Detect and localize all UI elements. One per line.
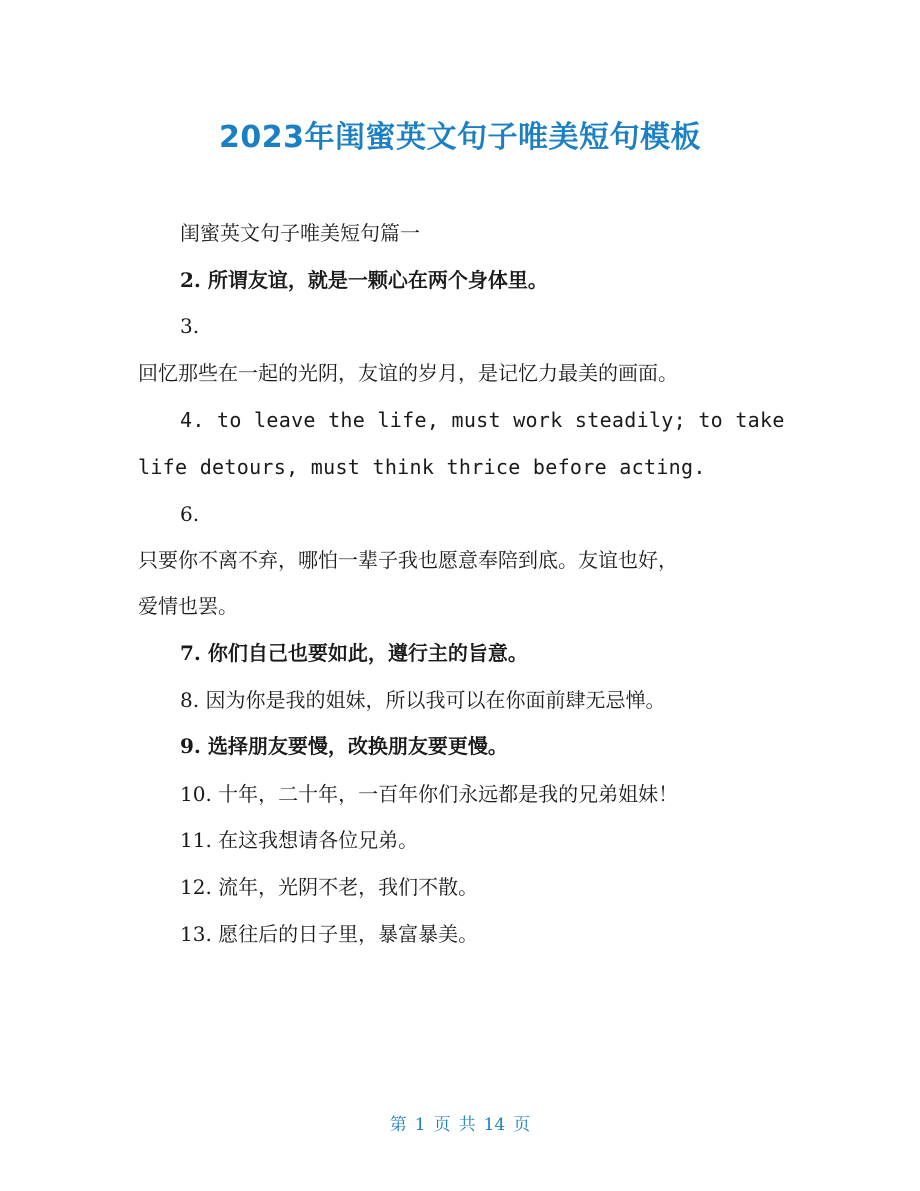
list-item: 9. 选择朋友要慢，改换朋友要更慢。 — [180, 734, 508, 758]
footer-current-page: 1 — [414, 1115, 426, 1135]
list-item: 6. — [180, 502, 200, 526]
list-item: 10. 十年，二十年，一百年你们永远都是我的兄弟姐妹！ — [180, 782, 679, 806]
page-footer — [0, 1112, 920, 1138]
list-item-continuation: 爱情也罢。 — [138, 594, 238, 618]
list-item-continuation: life detours, must think thrice before acting. — [138, 455, 706, 479]
list-item: 3. — [180, 314, 200, 338]
list-item: 2. 所谓友谊，就是一颗心在两个身体里。 — [180, 268, 548, 292]
list-item: 7. 你们自己也要如此，遵行主的旨意。 — [180, 641, 528, 665]
document-title: 2023年闺蜜英文句子唯美短句模板 — [219, 120, 701, 155]
list-item: 4. to leave the life, must work steadily; to take — [180, 408, 785, 432]
list-item-continuation: 回忆那些在一起的光阴，友谊的岁月，是记忆力最美的画面。 — [138, 361, 678, 385]
list-item-continuation: 只要你不离不弃，哪怕一辈子我也愿意奉陪到底。友谊也好， — [138, 548, 678, 572]
footer-total-unit: 页 — [513, 1115, 531, 1135]
footer-total-label: 共 — [458, 1115, 476, 1135]
list-item: 13. 愿往后的日子里，暴富暴美。 — [180, 922, 479, 946]
list-item: 12. 流年，光阴不老，我们不散。 — [180, 875, 479, 899]
footer-total-pages: 14 — [483, 1115, 506, 1135]
footer-page-label: 第 — [389, 1115, 407, 1135]
section-heading: 闺蜜英文句子唯美短句篇一 — [180, 221, 420, 245]
list-item: 8. 因为你是我的姐妹，所以我可以在你面前肆无忌惮。 — [180, 688, 666, 712]
list-item: 11. 在这我想请各位兄弟。 — [180, 828, 419, 852]
footer-page-unit: 页 — [433, 1115, 451, 1135]
